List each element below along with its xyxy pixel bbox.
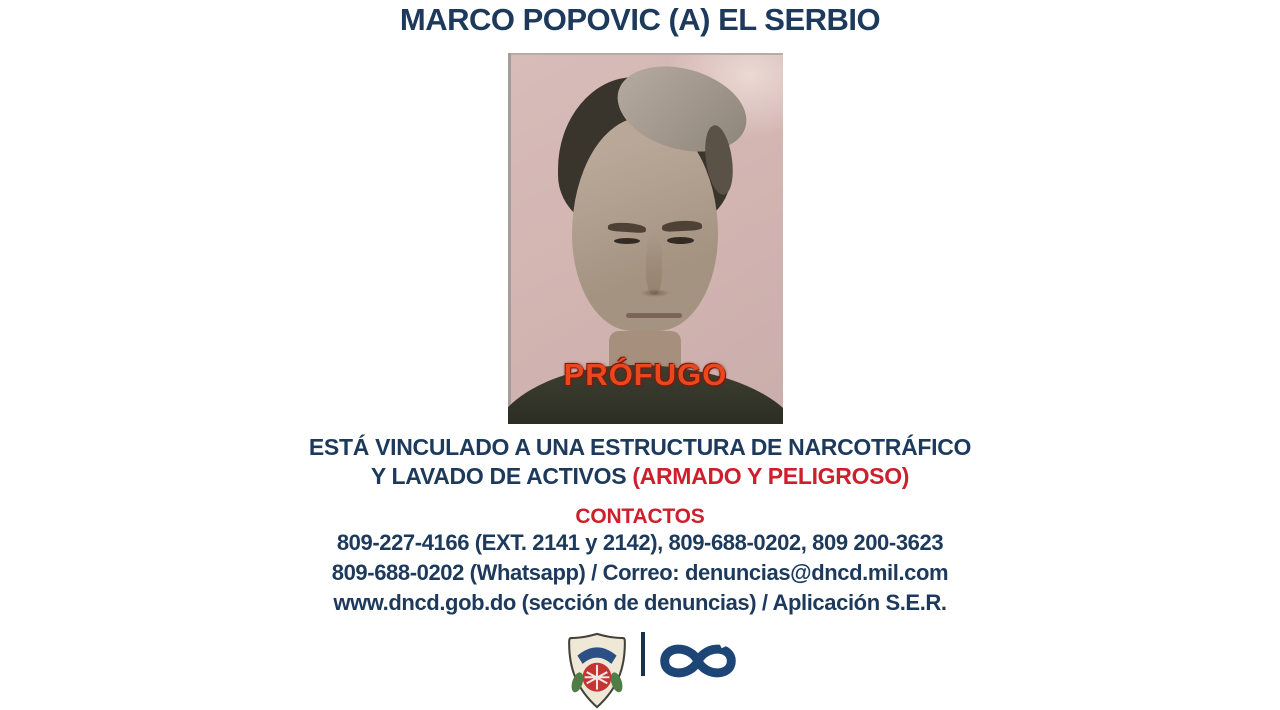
infinity-logo-icon: [652, 635, 744, 687]
mugshot-head: [558, 77, 733, 342]
mugshot-nostrils: [640, 289, 670, 297]
contacts-heading: CONTACTOS: [575, 505, 705, 528]
contact-website-app: www.dncd.gob.do (sección de denuncias) / Aplicación S.E.R.: [333, 590, 947, 615]
mugshot-left-eye: [614, 238, 640, 244]
contact-phone-numbers: 809-227-4166 (EXT. 2141 y 2142), 809-688-0202, 809 200-3623: [336, 530, 944, 555]
mugshot-nose: [646, 235, 662, 295]
description-line-2: [0, 463, 1280, 490]
footer-divider: [641, 632, 645, 676]
fugitive-status-label: PRÓFUGO: [563, 357, 728, 392]
dncd-crest-icon: [564, 630, 630, 710]
mugshot-mouth: [626, 313, 682, 318]
mugshot-right-eye: [667, 237, 694, 244]
description-line-2-navy: Y LAVADO DE ACTIVOS: [370, 463, 633, 489]
description-line-1: ESTÁ VINCULADO A UNA ESTRUCTURA DE NARCOTRÁFICO: [308, 434, 972, 460]
armed-dangerous-warning: (ARMADO Y PELIGROSO): [632, 463, 910, 489]
wanted-person-title: MARCO POPOVIC (A) EL SERBIO: [399, 2, 881, 37]
mugshot-photo: [508, 53, 783, 424]
contact-whatsapp-email: 809-688-0202 (Whatsapp) / Correo: denuncias@dncd.mil.com: [331, 560, 949, 585]
